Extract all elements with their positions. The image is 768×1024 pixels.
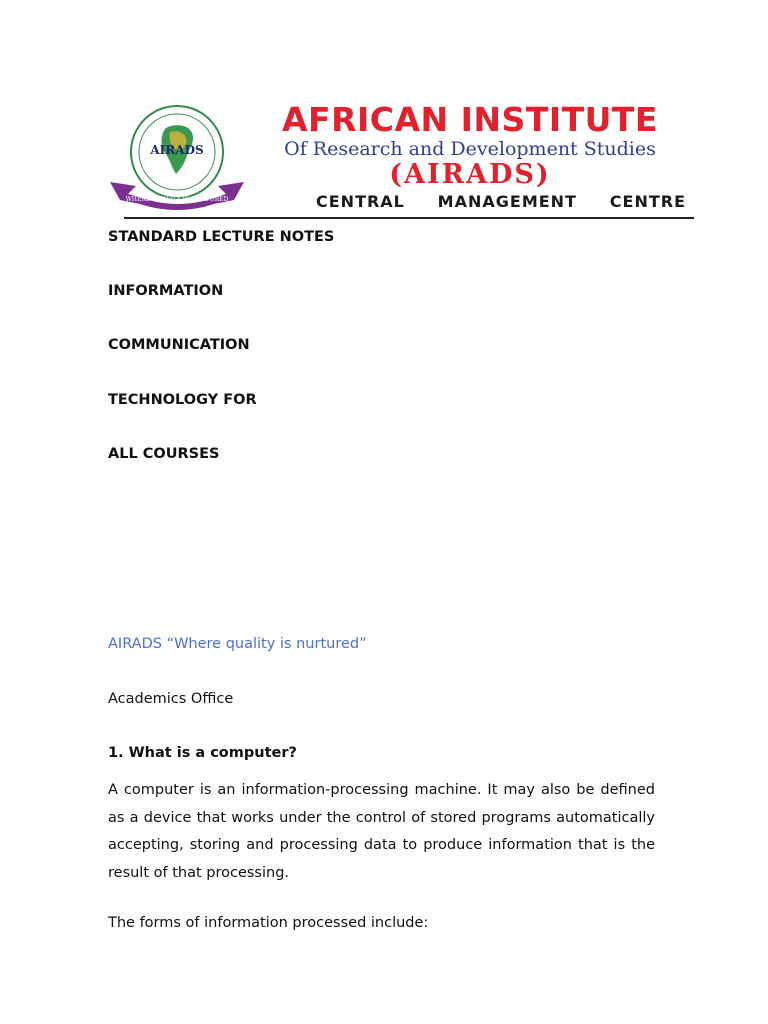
institute-subtitle: Of Research and Development Studies <box>284 138 656 160</box>
institute-abbreviation: (AIRADS) <box>389 159 551 190</box>
forms-intro: The forms of information processed include: <box>108 915 429 931</box>
centre-label <box>316 192 686 211</box>
seal-ribbon-text: WHERE QUALITY IS NURTURED <box>125 196 229 203</box>
title-line-5: ALL COURSES <box>108 446 220 462</box>
office-label: Academics Office <box>108 691 234 707</box>
institute-name: AFRICAN INSTITUTE <box>282 100 658 139</box>
centre-word-management: MANAGEMENT <box>437 192 577 211</box>
title-line-3: COMMUNICATION <box>108 337 250 353</box>
title-line-4: TECHNOLOGY FOR <box>108 392 257 408</box>
section-title: 1. What is a computer? <box>108 745 297 761</box>
section-paragraph: A computer is an information-processing machine. It may also be defined as a device that works under the control of stored programs automatically accepting, storing and processing data to produce information that is the result of that processing. <box>108 782 655 881</box>
letterhead-divider <box>124 217 694 219</box>
title-line-1: STANDARD LECTURE NOTES <box>108 229 335 245</box>
centre-word-central: CENTRAL <box>316 192 405 211</box>
seal-center-text: AIRADS <box>150 143 204 157</box>
airads-seal-logo <box>106 102 248 210</box>
slogan-text: AIRADS “Where quality is nurtured” <box>108 636 367 652</box>
title-line-2: INFORMATION <box>108 283 224 299</box>
centre-word-centre: CENTRE <box>609 192 686 211</box>
letterhead <box>106 98 696 222</box>
